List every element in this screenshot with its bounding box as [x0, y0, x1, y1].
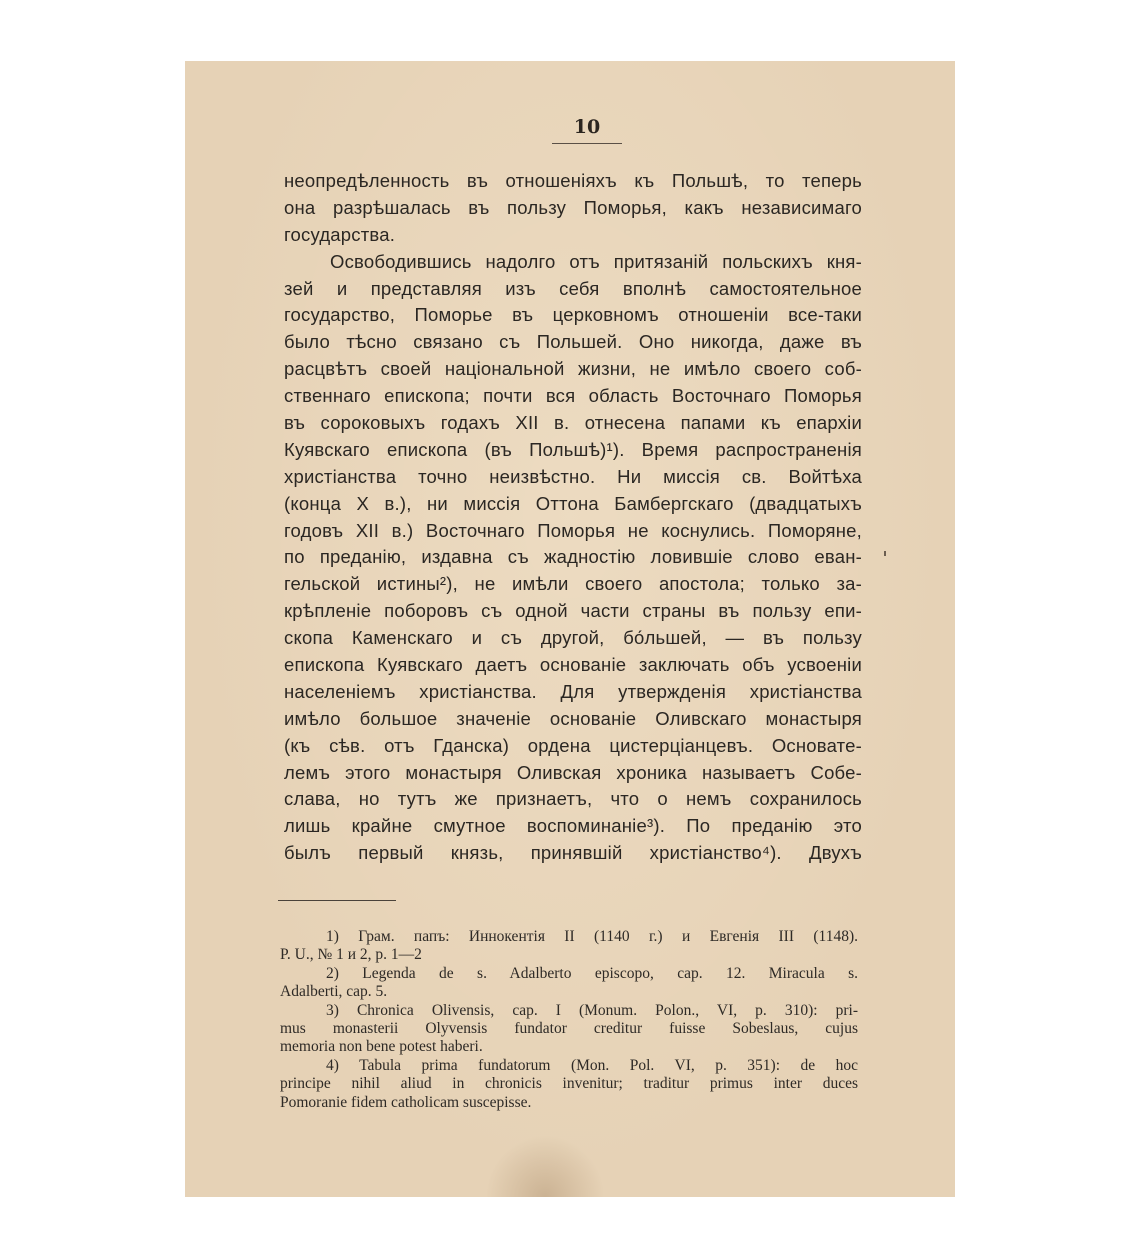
- footnote-line: 4) Tabula prima fundatorum (Mon. Pol. VI, p. 351): de hoc: [326, 1056, 858, 1074]
- margin-speck: [884, 551, 886, 556]
- body-line: скопа Каменскаго и съ другой, бо́льшей, — въ пользу: [284, 627, 862, 649]
- body-line: лемъ этого монастыря Оливская хроника называетъ Собе-: [284, 761, 862, 783]
- page-number: 10: [573, 116, 601, 138]
- body-line: (къ сѣв. отъ Гданска) ордена цистерціанцевъ. Основате-: [284, 734, 862, 756]
- footnote-line: P. U., № 1 и 2, p. 1—2: [280, 946, 422, 964]
- footnote-line: Adalberti, cap. 5.: [280, 983, 388, 1001]
- body-line: она разрѣшалась въ пользу Поморья, какъ независимаго: [284, 196, 862, 218]
- footnotes: [280, 928, 858, 1112]
- footnote-line: memoria non bene potest haberi.: [280, 1038, 483, 1056]
- body-line: неопредѣленность въ отношеніяхъ къ Польшѣ, то теперь: [284, 170, 862, 191]
- page-number-rule: [552, 143, 622, 144]
- footnote-line: 3) Chronica Olivensis, cap. I (Monum. Polon., VI, p. 310): pri-: [326, 1001, 858, 1019]
- body-line: Освободившись надолго отъ притязаній польскихъ кня-: [330, 250, 862, 272]
- body-line: слава, но тутъ же признаетъ, что о немъ сохранилось: [284, 788, 862, 810]
- body-line: ственнаго епископа; почти вся область Восточнаго Поморья: [284, 385, 862, 407]
- body-line: было тѣсно связано съ Польшей. Оно никогда, даже въ: [284, 331, 862, 353]
- body-line: годовъ XII в.) Восточнаго Поморья не коснулись. Поморяне,: [284, 519, 862, 541]
- body-line: (конца X в.), ни миссія Оттона Бамбергскаго (двадцатыхъ: [284, 492, 862, 514]
- body-line: государство, Поморье въ церковномъ отношеніи все-таки: [284, 304, 862, 326]
- footnote-line: Pomoranie fidem catholicam suscepisse.: [280, 1093, 532, 1111]
- body-line: по преданію, издавна съ жадностію ловившіе слово еван-: [284, 546, 862, 568]
- body-text: [284, 168, 862, 867]
- footnote-line: mus monasterii Olyvensis fundator creditur fuisse Sobeslaus, cujus: [280, 1019, 858, 1037]
- body-line: Куявскаго епископа (въ Польшѣ)¹). Время распространенія: [284, 438, 862, 460]
- footnote-line: 1) Грам. папъ: Иннокентія II (1140 г.) и Евгенія III (1148).: [326, 928, 858, 945]
- body-line: христіанства точно неизвѣстно. Ни миссія св. Войтѣха: [284, 465, 862, 487]
- body-line: епископа Куявскаго даетъ основаніе заключать объ усвоеніи: [284, 654, 862, 676]
- body-line: имѣло большое значеніе основаніе Оливскаго монастыря: [284, 707, 862, 729]
- body-line: крѣпленіе поборовъ съ одной части страны въ пользу епи-: [284, 600, 862, 622]
- body-line: былъ первый князь, принявшій христіанство⁴). Двухъ: [284, 842, 862, 864]
- body-line: лишь крайне смутное воспоминаніе³). По преданію это: [284, 815, 862, 837]
- body-line: государства.: [284, 223, 396, 245]
- body-line: гельской истины²), не имѣли своего апостола; только за-: [284, 573, 862, 595]
- body-line: расцвѣтъ своей національной жизни, не имѣло своего соб-: [284, 358, 862, 380]
- body-line: въ сороковыхъ годахъ XII в. отнесена папами къ епархіи: [284, 412, 862, 434]
- footnote-line: principe nihil aliud in chronicis invenitur; traditur primus inter duces: [280, 1075, 858, 1093]
- body-line: зей и представляя изъ себя вполнѣ самостоятельное: [284, 277, 862, 299]
- body-line: населеніемъ христіанства. Для утвержденія христіанства: [284, 680, 862, 702]
- footnote-rule: [278, 900, 396, 901]
- footnote-line: 2) Legenda de s. Adalberto episcopo, cap. 12. Miracula s.: [326, 964, 858, 982]
